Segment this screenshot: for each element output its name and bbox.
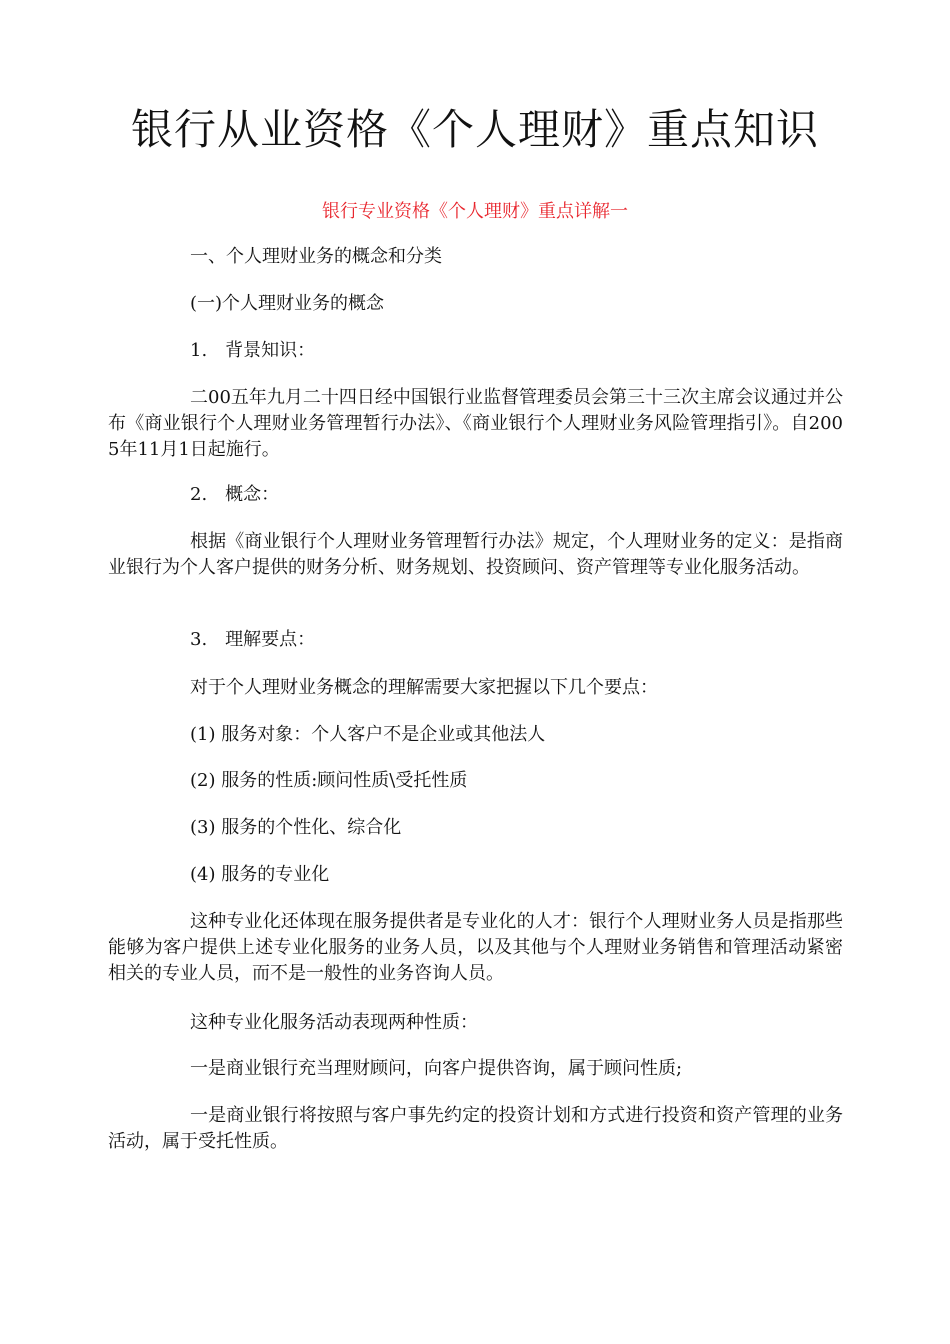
list-item: (2) 服务的性质:顾问性质\受托性质 — [190, 770, 468, 791]
paragraph-advisory-nature: 一是商业银行充当理财顾问，向客户提供咨询，属于顾问性质; — [190, 1058, 683, 1079]
paragraph-key-points-intro: 对于个人理财业务概念的理解需要大家把握以下几个要点： — [190, 677, 658, 698]
heading-key-points: 3. 理解要点： — [190, 629, 316, 650]
list-item: (3) 服务的个性化、综合化 — [190, 817, 402, 838]
paragraph-professional-staff: 这种专业化还体现在服务提供者是专业化的人才：银行个人理财业务人员是指那些能够为客户提供上述专业化服务的业务人员，以及其他与个人理财业务销售和管理活动紧密相关的专业人员，而不是一般性的业务咨询人员。 — [108, 911, 843, 984]
paragraph-two-natures: 这种专业化服务活动表现两种性质： — [190, 1012, 478, 1033]
paragraph-trust-nature: 一是商业银行将按照与客户事先约定的投资计划和方式进行投资和资产管理的业务活动，属于受托性质。 — [108, 1105, 843, 1152]
document-title: 银行从业资格《个人理财》重点知识 — [130, 105, 819, 154]
heading-background: 1. 背景知识： — [190, 340, 316, 361]
heading-concept-and-classification: 一、个人理财业务的概念和分类 — [190, 246, 442, 267]
paragraph-definition: 根据《商业银行个人理财业务管理暂行办法》规定，个人理财业务的定义：是指商业银行为个人客户提供的财务分析、财务规划、投资顾问、资产管理等专业化服务活动。 — [108, 531, 843, 578]
section-subtitle: 银行专业资格《个人理财》重点详解一 — [322, 201, 628, 222]
list-item: (4) 服务的专业化 — [190, 864, 330, 885]
paragraph-background: 二00五年九月二十四日经中国银行业监督管理委员会第三十三次主席会议通过并公布《商业银行个人理财业务管理暂行办法》、《商业银行个人理财业务风险管理指引》。自2005年11月1日起施行。 — [108, 387, 843, 460]
heading-definition: 2. 概念： — [190, 484, 280, 505]
heading-concept: (一)个人理财业务的概念 — [190, 293, 385, 314]
list-item: (1) 服务对象：个人客户不是企业或其他法人 — [190, 724, 546, 745]
